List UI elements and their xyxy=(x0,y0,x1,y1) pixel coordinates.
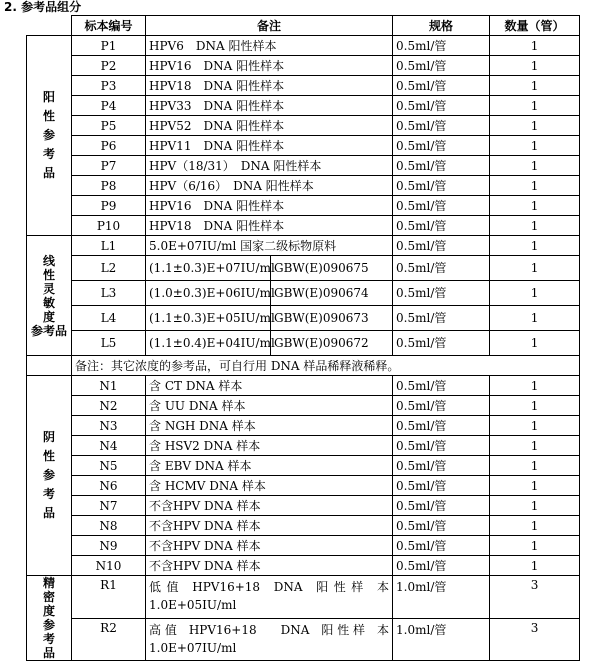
note-line-1: 低 值 HPV16+18 DNA 阳 性 样 本 xyxy=(149,580,390,594)
sample-id: P8 xyxy=(72,176,146,196)
group-label-precision xyxy=(27,576,72,661)
group-char: 品 xyxy=(42,506,55,520)
sample-note: 含 UU DNA 样本 xyxy=(146,396,393,416)
sample-note: HPV52 DNA 阳性样本 xyxy=(146,116,393,136)
table-row xyxy=(27,96,580,116)
sample-qty: 1 xyxy=(490,331,580,356)
sample-id: N5 xyxy=(72,456,146,476)
group-char: 性 xyxy=(42,267,55,282)
sample-spec: 0.5ml/管 xyxy=(393,556,490,576)
sample-qty: 1 xyxy=(490,516,580,536)
sample-qty: 1 xyxy=(490,176,580,196)
sample-note: HPV11 DNA 阳性样本 xyxy=(146,136,393,156)
table-row xyxy=(27,516,580,536)
sample-id: L4 xyxy=(72,306,146,331)
sample-note: 不含HPV DNA 样本 xyxy=(146,536,393,556)
header-qty: 数量（管） xyxy=(490,16,580,36)
sample-note: 含 HSV2 DNA 样本 xyxy=(146,436,393,456)
sample-qty: 1 xyxy=(490,306,580,331)
sample-note xyxy=(146,576,393,619)
sample-qty: 1 xyxy=(490,56,580,76)
sample-note: 含 EBV DNA 样本 xyxy=(146,456,393,476)
table-row xyxy=(27,256,580,281)
group-char: 品 xyxy=(42,646,55,660)
group-char: 密 xyxy=(42,590,55,604)
sample-spec: 0.5ml/管 xyxy=(393,331,490,356)
sample-note: 含 HCMV DNA 样本 xyxy=(146,476,393,496)
sample-id: L3 xyxy=(72,281,146,306)
sample-spec: 0.5ml/管 xyxy=(393,116,490,136)
sample-qty: 3 xyxy=(490,576,580,619)
sample-id: N1 xyxy=(72,376,146,396)
sample-reference: GBW(E)090675 xyxy=(271,256,393,281)
table-row xyxy=(27,331,580,356)
note-blank xyxy=(27,356,72,376)
sample-reference: GBW(E)090672 xyxy=(271,331,393,356)
sample-id: N3 xyxy=(72,416,146,436)
table-row xyxy=(27,281,580,306)
table-row xyxy=(27,116,580,136)
sample-spec: 0.5ml/管 xyxy=(393,56,490,76)
sample-qty: 1 xyxy=(490,536,580,556)
sample-spec: 0.5ml/管 xyxy=(393,256,490,281)
sample-id: L2 xyxy=(72,256,146,281)
sample-qty: 1 xyxy=(490,396,580,416)
sample-id: N2 xyxy=(72,396,146,416)
sample-spec: 1.0ml/管 xyxy=(393,618,490,661)
group-char: 精 xyxy=(42,576,55,590)
table-row xyxy=(27,496,580,516)
sample-id: N9 xyxy=(72,536,146,556)
group-char: 参 xyxy=(42,128,55,142)
group-char: 度 xyxy=(42,604,55,618)
sample-id: L5 xyxy=(72,331,146,356)
sample-spec: 0.5ml/管 xyxy=(393,76,490,96)
sample-qty: 3 xyxy=(490,618,580,661)
sample-concentration: (1.1±0.4)E+04IU/ml xyxy=(146,331,271,356)
sample-note: 5.0E+07IU/ml 国家二级标物原料 xyxy=(146,236,393,256)
sample-spec: 0.5ml/管 xyxy=(393,396,490,416)
header-row xyxy=(27,16,580,36)
sample-qty: 1 xyxy=(490,76,580,96)
table-row xyxy=(27,396,580,416)
sample-id: P3 xyxy=(72,76,146,96)
sample-spec: 0.5ml/管 xyxy=(393,236,490,256)
sample-spec: 0.5ml/管 xyxy=(393,281,490,306)
note-line-2: 1.0E+07IU/ml xyxy=(149,640,237,655)
table-row xyxy=(27,236,580,256)
group-char: 线 xyxy=(42,253,55,268)
table-row xyxy=(27,76,580,96)
sample-note xyxy=(146,618,393,661)
sample-spec: 0.5ml/管 xyxy=(393,436,490,456)
sample-concentration: (1.0±0.3)E+06IU/ml xyxy=(146,281,271,306)
sample-note: HPV（18/31） DNA 阳性样本 xyxy=(146,156,393,176)
table-row xyxy=(27,156,580,176)
sample-note: 不含HPV DNA 样本 xyxy=(146,556,393,576)
sample-qty: 1 xyxy=(490,456,580,476)
sample-reference: GBW(E)090674 xyxy=(271,281,393,306)
sample-spec: 0.5ml/管 xyxy=(393,196,490,216)
linear-note: 备注：其它浓度的参考品，可自行用 DNA 样品稀释液稀释。 xyxy=(72,356,580,376)
sample-note: HPV33 DNA 阳性样本 xyxy=(146,96,393,116)
sample-spec: 0.5ml/管 xyxy=(393,376,490,396)
sample-id: P6 xyxy=(72,136,146,156)
sample-qty: 1 xyxy=(490,36,580,56)
sample-spec: 1.0ml/管 xyxy=(393,576,490,619)
note-line-2: 1.0E+05IU/ml xyxy=(149,598,237,612)
sample-qty: 1 xyxy=(490,236,580,256)
note-line-1: 高 值 HPV16+18 DNA 阳 性 样 本 xyxy=(149,622,390,637)
sample-note: HPV16 DNA 阳性样本 xyxy=(146,56,393,76)
table-row xyxy=(27,456,580,476)
sample-id: N7 xyxy=(72,496,146,516)
sample-id: R2 xyxy=(72,618,146,661)
group-char: 考 xyxy=(42,632,55,646)
sample-id: R1 xyxy=(72,576,146,619)
sample-qty: 1 xyxy=(490,476,580,496)
group-char: 阴 xyxy=(42,430,55,444)
group-label-negative xyxy=(27,376,72,576)
sample-spec: 0.5ml/管 xyxy=(393,306,490,331)
sample-id: N10 xyxy=(72,556,146,576)
table-row xyxy=(27,176,580,196)
note-row xyxy=(27,356,580,376)
header-note: 备注 xyxy=(146,16,393,36)
group-char: 参 xyxy=(42,468,55,482)
table-row xyxy=(27,576,580,619)
sample-qty: 1 xyxy=(490,376,580,396)
sample-qty: 1 xyxy=(490,281,580,306)
table-row xyxy=(27,436,580,456)
sample-note: 含 NGH DNA 样本 xyxy=(146,416,393,436)
group-label-linear xyxy=(27,236,72,356)
sample-id: P2 xyxy=(72,56,146,76)
sample-spec: 0.5ml/管 xyxy=(393,156,490,176)
sample-id: P9 xyxy=(72,196,146,216)
sample-note: HPV16 DNA 阳性样本 xyxy=(146,196,393,216)
sample-qty: 1 xyxy=(490,436,580,456)
group-label-positive xyxy=(27,36,72,236)
header-spec: 规格 xyxy=(393,16,490,36)
sample-qty: 1 xyxy=(490,196,580,216)
table-row xyxy=(27,618,580,661)
sample-spec: 0.5ml/管 xyxy=(393,536,490,556)
table-row xyxy=(27,196,580,216)
table-row xyxy=(27,136,580,156)
sample-note: HPV18 DNA 阳性样本 xyxy=(146,76,393,96)
sample-id: P4 xyxy=(72,96,146,116)
group-char: 性 xyxy=(42,449,55,463)
sample-spec: 0.5ml/管 xyxy=(393,456,490,476)
sample-note: HPV18 DNA 阳性样本 xyxy=(146,216,393,236)
sample-spec: 0.5ml/管 xyxy=(393,516,490,536)
sample-reference: GBW(E)090673 xyxy=(271,306,393,331)
table-row xyxy=(27,36,580,56)
table-row xyxy=(27,416,580,436)
sample-id: P5 xyxy=(72,116,146,136)
table-row xyxy=(27,556,580,576)
sample-concentration: (1.1±0.3)E+07IU/ml xyxy=(146,256,271,281)
sample-id: P7 xyxy=(72,156,146,176)
sample-note: HPV6 DNA 阳性样本 xyxy=(146,36,393,56)
sample-spec: 0.5ml/管 xyxy=(393,36,490,56)
sample-id: N4 xyxy=(72,436,146,456)
sample-qty: 1 xyxy=(490,216,580,236)
sample-id: P10 xyxy=(72,216,146,236)
table-row xyxy=(27,306,580,331)
sample-qty: 1 xyxy=(490,136,580,156)
sample-qty: 1 xyxy=(490,96,580,116)
sample-concentration: (1.1±0.3)E+05IU/ml xyxy=(146,306,271,331)
sample-id: P1 xyxy=(72,36,146,56)
group-char: 敏 xyxy=(42,295,55,310)
sample-spec: 0.5ml/管 xyxy=(393,496,490,516)
sample-qty: 1 xyxy=(490,496,580,516)
sample-id: L1 xyxy=(72,236,146,256)
group-char: 考 xyxy=(42,487,55,501)
group-char: 阳 xyxy=(42,90,55,104)
table-row xyxy=(27,56,580,76)
table-row xyxy=(27,376,580,396)
group-char: 参 xyxy=(42,618,55,632)
group-char: 参考品 xyxy=(30,323,67,338)
sample-qty: 1 xyxy=(490,416,580,436)
sample-qty: 1 xyxy=(490,256,580,281)
sample-note: 含 CT DNA 样本 xyxy=(146,376,393,396)
table-row xyxy=(27,216,580,236)
section-title: 2. 参考品组分 xyxy=(4,0,82,14)
sample-spec: 0.5ml/管 xyxy=(393,476,490,496)
sample-id: N6 xyxy=(72,476,146,496)
table-row xyxy=(27,536,580,556)
table-row xyxy=(27,476,580,496)
sample-note: HPV（6/16） DNA 阳性样本 xyxy=(146,176,393,196)
sample-note: 不含HPV DNA 样本 xyxy=(146,516,393,536)
sample-spec: 0.5ml/管 xyxy=(393,416,490,436)
sample-spec: 0.5ml/管 xyxy=(393,176,490,196)
header-blank xyxy=(27,16,72,36)
reference-table xyxy=(26,15,580,661)
sample-spec: 0.5ml/管 xyxy=(393,216,490,236)
group-char: 品 xyxy=(42,166,55,180)
sample-note: 不含HPV DNA 样本 xyxy=(146,496,393,516)
group-char: 考 xyxy=(42,147,55,161)
header-id: 标本编号 xyxy=(72,16,146,36)
sample-qty: 1 xyxy=(490,556,580,576)
sample-qty: 1 xyxy=(490,156,580,176)
group-char: 灵 xyxy=(42,281,55,296)
sample-spec: 0.5ml/管 xyxy=(393,136,490,156)
sample-id: N8 xyxy=(72,516,146,536)
sample-qty: 1 xyxy=(490,116,580,136)
group-char: 度 xyxy=(42,309,55,324)
sample-spec: 0.5ml/管 xyxy=(393,96,490,116)
group-char: 性 xyxy=(42,109,55,123)
